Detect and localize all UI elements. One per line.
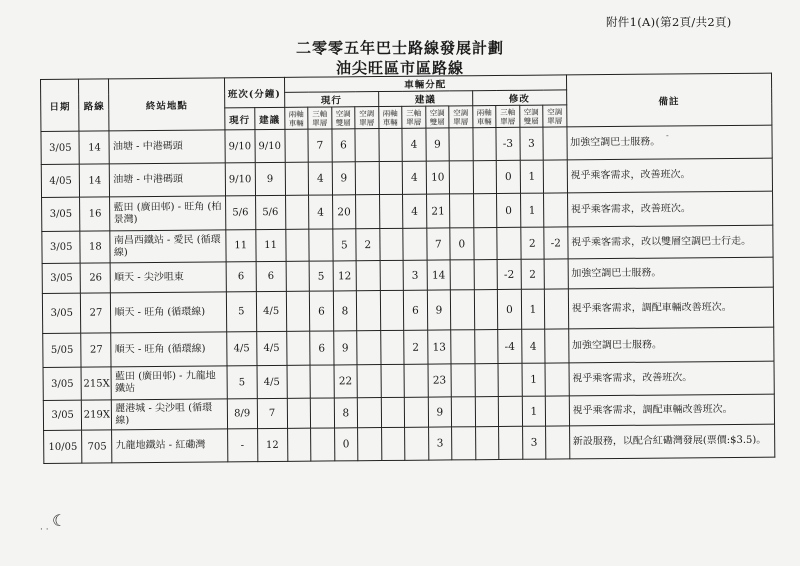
- cell-fleet: [450, 194, 474, 228]
- cell-fleet: [498, 363, 522, 396]
- cell-fleet: [310, 365, 334, 398]
- cell-freq-current: 4/5: [227, 332, 257, 366]
- cell-date: 4/05: [41, 164, 80, 197]
- bus-type-ac-double: 空調雙層: [425, 106, 449, 128]
- cell-fleet: [474, 330, 498, 364]
- cell-fleet: [357, 365, 381, 398]
- cell-fleet: [357, 398, 381, 428]
- cell-fleet: 0: [497, 289, 521, 329]
- cell-terminus: 油塘 - 中港碼頭: [110, 163, 226, 197]
- cell-date: 10/05: [44, 430, 83, 463]
- header-terminus: 終站地點: [109, 78, 225, 131]
- cell-freq-current: 5/6: [225, 196, 255, 230]
- cell-terminus: 順天 - 旺角 (循環線): [111, 332, 227, 367]
- cell-fleet: [285, 195, 309, 229]
- bus-type-2axle: 兩軸車輛: [472, 106, 496, 128]
- cell-freq-proposed: 4/5: [257, 365, 287, 398]
- cell-freq-proposed: 9/10: [255, 129, 285, 162]
- cell-fleet: [286, 331, 310, 365]
- cell-fleet: [286, 291, 310, 331]
- cell-fleet: 1: [520, 193, 544, 227]
- cell-remarks: 視乎乘客需求，調配車輛改善班次。: [568, 287, 774, 329]
- cell-fleet: 0: [496, 160, 520, 193]
- cell-fleet: [473, 161, 497, 194]
- cell-terminus: 麗港城 - 尖沙咀 (循環線): [112, 399, 228, 430]
- bus-type-ac-single: 空調單層: [543, 105, 567, 127]
- cell-fleet: [379, 194, 403, 228]
- cell-fleet: [473, 194, 497, 228]
- cell-fleet: 5: [309, 261, 333, 291]
- cell-date: 5/05: [43, 333, 82, 367]
- cell-fleet: 2: [404, 330, 428, 364]
- cell-fleet: [543, 160, 567, 193]
- cell-freq-current: 9/10: [225, 163, 255, 196]
- cell-fleet: [543, 127, 567, 160]
- cell-fleet: 9: [427, 290, 451, 330]
- cell-fleet: 4: [521, 329, 545, 363]
- cell-terminus: 藍田 (廣田邨) - 旺角 (柏景灣): [110, 196, 226, 231]
- cell-fleet: -2: [544, 227, 568, 259]
- cell-fleet: [355, 129, 379, 162]
- cell-fleet: [473, 228, 497, 260]
- cell-fleet: 1: [522, 396, 546, 426]
- scan-mark: -: [666, 131, 669, 140]
- cell-fleet: [452, 427, 476, 460]
- cell-fleet: [545, 396, 569, 426]
- table-row: [42, 287, 773, 333]
- cell-fleet: 3: [403, 260, 427, 290]
- cell-fleet: 9: [333, 331, 357, 365]
- cell-fleet: 9: [428, 397, 452, 427]
- cell-fleet: [355, 162, 379, 195]
- cell-fleet: [473, 128, 497, 161]
- table-header: [41, 73, 772, 131]
- cell-route: 14: [79, 131, 109, 164]
- cell-fleet: 1: [521, 289, 545, 329]
- cell-fleet: 6: [403, 290, 427, 330]
- cell-fleet: 4: [403, 194, 427, 228]
- header-fleet-proposed: 建議: [378, 91, 472, 107]
- cell-fleet: [380, 330, 404, 364]
- cell-terminus: 順天 - 旺角 (循環線): [111, 292, 227, 333]
- cell-remarks: 視乎乘客需求，調配車輛改善班次。: [569, 394, 775, 426]
- cell-freq-proposed: 4/5: [256, 331, 286, 365]
- cell-terminus: 南昌西鐵站 - 愛民 (循環線): [110, 230, 226, 263]
- cell-freq-proposed: 4/5: [256, 291, 286, 331]
- cell-fleet: [544, 289, 568, 329]
- cell-freq-proposed: 9: [255, 162, 285, 195]
- cell-fleet: 0: [450, 228, 474, 260]
- cell-fleet: 4: [309, 195, 333, 229]
- cell-fleet: 0: [334, 428, 358, 461]
- cell-date: 3/05: [43, 400, 82, 430]
- cell-fleet: [405, 427, 429, 460]
- cell-fleet: [379, 128, 403, 161]
- cell-fleet: [356, 195, 380, 229]
- cell-fleet: 2: [521, 259, 545, 289]
- bus-type-ac-single: 空調單層: [449, 106, 473, 128]
- cell-fleet: 7: [426, 228, 450, 260]
- cell-fleet: 9: [426, 128, 450, 161]
- cell-fleet: [544, 259, 568, 289]
- cell-terminus: 藍田 (廣田邨) - 九龍地鐵站: [111, 366, 227, 400]
- cell-remarks: 新設服務，以配合紅磡灣發展(票價:$3.5)。: [569, 424, 775, 459]
- cell-route: 705: [82, 430, 112, 463]
- cell-freq-current: -: [227, 429, 257, 462]
- cell-remarks: 視乎乘客需求，改善班次。: [567, 191, 773, 227]
- cell-terminus: 油塘 - 中港碼頭: [109, 130, 225, 164]
- cell-fleet: 13: [427, 330, 451, 364]
- cell-freq-proposed: 6: [256, 261, 286, 291]
- cell-fleet: [381, 427, 405, 460]
- bus-type-3axle-single: 三軸單層: [308, 107, 332, 129]
- cell-fleet: [450, 290, 474, 330]
- cell-fleet: [451, 330, 475, 364]
- cell-freq-current: 6: [226, 262, 256, 292]
- header-freq-proposed: 建議: [254, 107, 284, 129]
- cell-fleet: [474, 290, 498, 330]
- cell-route: 27: [81, 293, 111, 333]
- cell-fleet: 3: [428, 427, 452, 460]
- annex-label: 附件1(A)(第2頁/共2頁): [606, 15, 732, 29]
- header-fleet: 車輛分配: [284, 75, 566, 92]
- cell-fleet: [381, 364, 405, 397]
- cell-fleet: [285, 162, 309, 195]
- cell-route: 18: [80, 231, 110, 263]
- cell-fleet: 22: [334, 365, 358, 398]
- cell-fleet: 12: [333, 261, 357, 291]
- cell-fleet: 4: [402, 161, 426, 194]
- cell-fleet: [451, 364, 475, 397]
- table-row: [44, 424, 775, 463]
- cell-fleet: [475, 364, 499, 397]
- cell-fleet: [449, 161, 473, 194]
- header-freq-current: 現行: [225, 108, 255, 130]
- header-fleet-change: 修改: [472, 90, 566, 106]
- scan-specks: · ·: [40, 525, 49, 535]
- cell-freq-proposed: 5/6: [255, 195, 285, 229]
- cell-fleet: [311, 428, 335, 461]
- cell-fleet: [287, 428, 311, 461]
- cell-route: 219X: [82, 400, 112, 430]
- header-route: 路線: [79, 79, 109, 131]
- cell-fleet: [287, 365, 311, 398]
- cell-fleet: [545, 363, 569, 396]
- cell-freq-current: 5: [226, 292, 256, 332]
- cell-fleet: -4: [498, 329, 522, 363]
- header-fleet-current: 現行: [284, 92, 378, 108]
- cell-fleet: 3: [520, 127, 544, 160]
- cell-fleet: [285, 229, 309, 261]
- cell-date: 3/05: [42, 263, 81, 293]
- cell-fleet: [358, 428, 382, 461]
- bus-type-3axle-single: 三軸單層: [496, 105, 520, 127]
- cell-remarks: 視乎乘客需求，改以雙層空調巴士行走。: [567, 225, 773, 259]
- cell-fleet: 9: [332, 162, 356, 195]
- crescent-mark-icon: ☾: [52, 511, 67, 530]
- cell-fleet: [310, 398, 334, 428]
- cell-fleet: [379, 228, 403, 260]
- header-remarks: 備註: [566, 73, 772, 127]
- cell-fleet: [285, 129, 309, 162]
- cell-remarks: 加強空調巴士服務。: [568, 257, 774, 289]
- cell-fleet: 4: [402, 128, 426, 161]
- cell-terminus: 順天 - 尖沙咀東: [110, 262, 226, 293]
- cell-fleet: [449, 128, 473, 161]
- cell-fleet: 10: [426, 161, 450, 194]
- cell-fleet: [546, 426, 570, 459]
- cell-fleet: 2: [520, 227, 544, 259]
- cell-fleet: [497, 227, 521, 259]
- cell-fleet: 20: [332, 195, 356, 229]
- cell-fleet: 21: [426, 194, 450, 228]
- cell-fleet: 5: [332, 229, 356, 261]
- cell-fleet: [474, 260, 498, 290]
- cell-fleet: [380, 260, 404, 290]
- cell-remarks: 加強空調巴士服務。: [568, 327, 774, 363]
- cell-fleet: 14: [427, 260, 451, 290]
- bus-type-ac-double: 空調雙層: [331, 107, 355, 129]
- header-date: 日期: [41, 79, 80, 131]
- cell-fleet: [450, 260, 474, 290]
- cell-fleet: -2: [497, 259, 521, 289]
- cell-fleet: [544, 193, 568, 227]
- header-frequency: 班次(分鐘): [224, 77, 284, 108]
- cell-route: 27: [81, 333, 111, 367]
- cell-fleet: [498, 396, 522, 426]
- cell-fleet: [451, 397, 475, 427]
- cell-fleet: 4: [308, 162, 332, 195]
- cell-fleet: 6: [310, 291, 334, 331]
- cell-fleet: [404, 397, 428, 427]
- cell-fleet: 1: [522, 363, 546, 396]
- bus-type-ac-double: 空調雙層: [519, 105, 543, 127]
- cell-terminus: 九龍地鐵站 - 紅磡灣: [112, 429, 228, 463]
- cell-remarks: 視乎乘客需求，改善班次。: [567, 158, 773, 193]
- cell-fleet: 6: [310, 331, 334, 365]
- cell-date: 3/05: [42, 197, 81, 231]
- cell-fleet: [381, 397, 405, 427]
- cell-fleet: 8: [333, 291, 357, 331]
- cell-route: 26: [81, 263, 111, 293]
- cell-route: 14: [80, 164, 110, 197]
- bus-type-2axle: 兩軸車輛: [284, 107, 308, 129]
- cell-freq-current: 8/9: [227, 399, 257, 429]
- cell-freq-current: 5: [227, 366, 257, 399]
- cell-fleet: 6: [332, 129, 356, 162]
- cell-date: 3/05: [42, 231, 81, 263]
- document-subtitle: 油尖旺區市區路線: [335, 59, 464, 77]
- cell-fleet: [475, 397, 499, 427]
- cell-date: 3/05: [43, 367, 82, 400]
- cell-fleet: [404, 364, 428, 397]
- cell-fleet: 23: [428, 364, 452, 397]
- cell-fleet: [475, 427, 499, 460]
- cell-fleet: 3: [522, 426, 546, 459]
- cell-fleet: [356, 261, 380, 291]
- cell-fleet: 8: [334, 398, 358, 428]
- cell-freq-proposed: 7: [257, 398, 287, 428]
- cell-remarks: 加強空調巴士服務。: [567, 125, 773, 160]
- cell-fleet: [545, 329, 569, 363]
- cell-route: 215X: [81, 367, 111, 400]
- cell-fleet: -3: [496, 127, 520, 160]
- cell-freq-current: 9/10: [225, 130, 255, 163]
- cell-fleet: [357, 331, 381, 365]
- cell-freq-proposed: 11: [256, 229, 286, 261]
- cell-fleet: [309, 229, 333, 261]
- cell-freq-proposed: 12: [257, 428, 287, 461]
- bus-type-2axle: 兩軸車輛: [378, 106, 402, 128]
- cell-fleet: [357, 291, 381, 331]
- cell-fleet: [403, 228, 427, 260]
- cell-fleet: [379, 161, 403, 194]
- cell-date: 3/05: [42, 293, 81, 333]
- document-title: 二零零五年巴士路線發展計劃: [295, 39, 504, 57]
- cell-fleet: 2: [356, 229, 380, 261]
- cell-fleet: [287, 398, 311, 428]
- cell-fleet: [380, 290, 404, 330]
- cell-route: 16: [80, 197, 110, 231]
- bus-type-ac-single: 空調單層: [355, 107, 379, 129]
- table-body: [41, 125, 775, 463]
- cell-fleet: [499, 426, 523, 459]
- bus-type-3axle-single: 三軸單層: [402, 106, 426, 128]
- cell-freq-current: 11: [226, 230, 256, 262]
- cell-fleet: 7: [308, 129, 332, 162]
- cell-fleet: [286, 261, 310, 291]
- cell-fleet: 1: [520, 160, 544, 193]
- cell-date: 3/05: [41, 131, 80, 164]
- cell-remarks: 視乎乘客需求，改善班次。: [569, 361, 775, 396]
- cell-fleet: 0: [497, 193, 521, 227]
